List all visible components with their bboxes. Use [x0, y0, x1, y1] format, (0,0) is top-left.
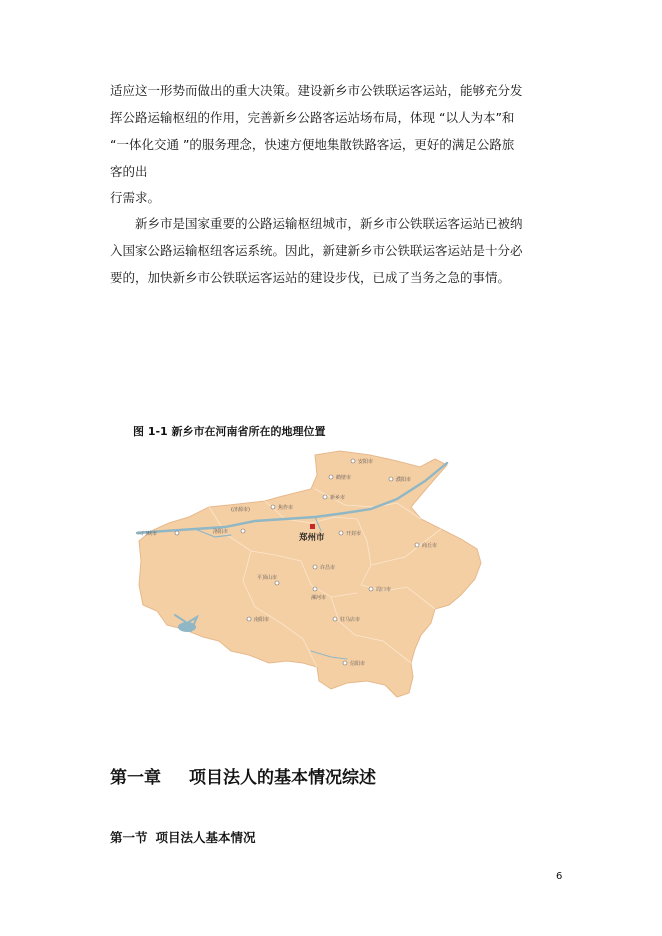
city-jiyuan: [231, 506, 250, 513]
henan-province-map: [135, 445, 485, 707]
svg-text:漯河市: 漯河市: [311, 595, 327, 601]
chapter-title: 项目法人的基本情况综述: [189, 768, 376, 788]
body-line-5: 行需求。: [110, 190, 161, 205]
svg-text:焦作市: 焦作市: [278, 505, 294, 511]
svg-text:新乡市: 新乡市: [330, 495, 346, 501]
svg-text:郑州市: 郑州市: [299, 533, 325, 543]
reservoir-lake: [178, 622, 196, 632]
body-line-6: 新乡市是国家重要的公路运输枢纽城市，新乡市公铁联运客运站已被纳: [135, 216, 523, 231]
section-number: 第一节: [110, 830, 148, 845]
figure-caption: 图 1-1 新乡市在河南省所在的地理位置: [133, 425, 326, 438]
svg-text:安阳市: 安阳市: [358, 459, 374, 465]
body-line-7: 入国家公路运输枢纽客运系统。因此，新建新乡市公铁联运客运站是十分必: [110, 243, 523, 258]
svg-text:许昌市: 许昌市: [320, 565, 336, 571]
svg-text:鹤壁市: 鹤壁市: [336, 475, 352, 481]
svg-text:(济源市): (济源市): [231, 507, 250, 513]
svg-text:三门峡市: 三门峡市: [137, 531, 158, 537]
svg-text:洛阳市: 洛阳市: [213, 529, 229, 535]
body-line-3: “一体化交通 ”的服务理念，快速方便地集散铁路客运，更好的满足公路旅: [110, 137, 515, 152]
svg-text:商丘市: 商丘市: [422, 543, 438, 549]
chapter-heading: [110, 763, 376, 788]
body-line-4: 客的出: [110, 164, 148, 179]
svg-text:南阳市: 南阳市: [254, 617, 270, 623]
section-heading: [110, 828, 256, 846]
body-line-2: 挥公路运输枢纽的作用，完善新乡公路客运站场布局，体现 “以人为本”和: [110, 110, 515, 125]
svg-text:驻马店市: 驻马店市: [340, 617, 361, 623]
svg-text:开封市: 开封市: [346, 531, 362, 537]
body-line-8: 要的，加快新乡市公铁联运客运站的建设步伐，已成了当务之急的事情。: [110, 270, 511, 285]
page-number: 6: [556, 871, 563, 882]
svg-text:信阳市: 信阳市: [350, 661, 366, 667]
body-line-1: 适应这一形势而做出的重大决策。建设新乡市公铁联运客运站，能够充分发: [110, 83, 523, 98]
chapter-number: 第一章: [110, 768, 161, 788]
section-title: 项目法人基本情况: [155, 830, 256, 845]
svg-text:濮阳市: 濮阳市: [396, 477, 412, 483]
province-outline: [139, 451, 481, 697]
svg-text:平顶山市: 平顶山市: [257, 575, 278, 581]
svg-text:周口市: 周口市: [376, 587, 392, 593]
